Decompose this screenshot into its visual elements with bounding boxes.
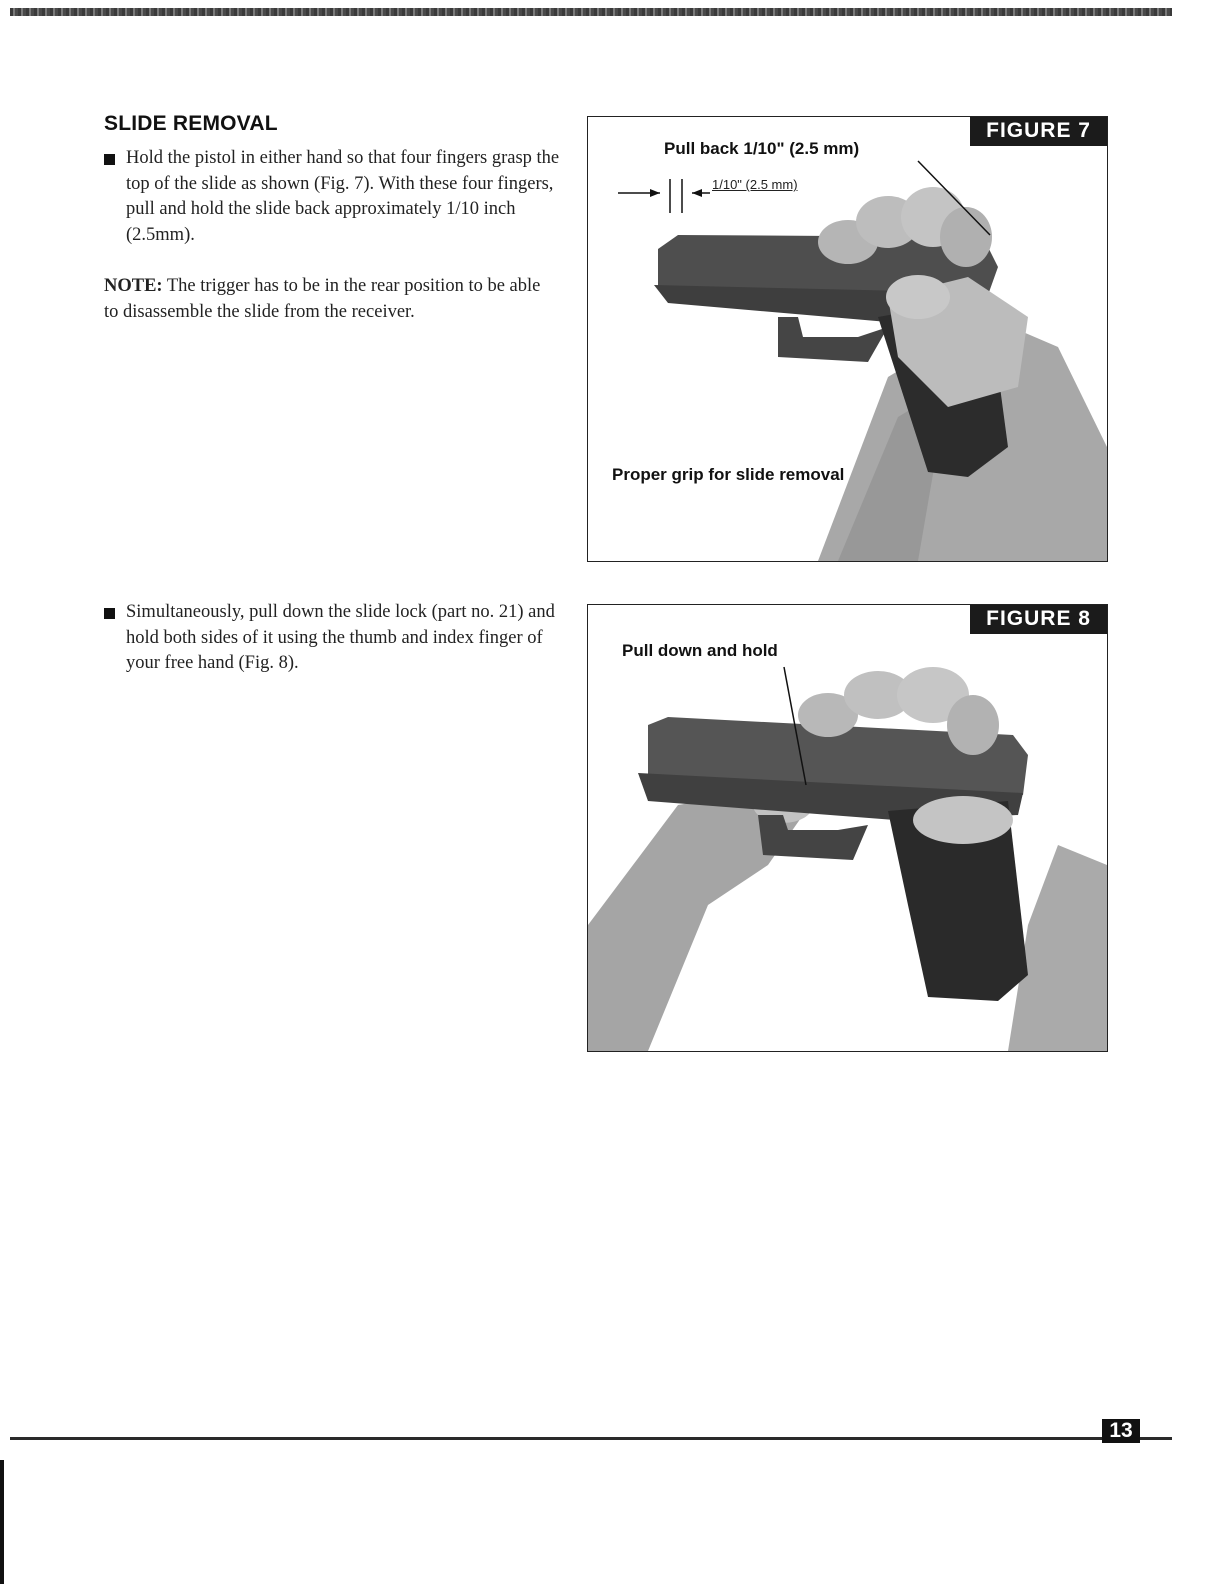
bottom-rule-end bbox=[1140, 1437, 1172, 1440]
figure-8-callout: Pull down and hold bbox=[622, 641, 778, 660]
figure-8-tag: FIGURE 8 bbox=[970, 604, 1107, 634]
step-2-paragraph bbox=[104, 600, 566, 677]
note-paragraph bbox=[104, 274, 544, 325]
section-heading: SLIDE REMOVAL bbox=[104, 112, 278, 135]
figure-7-measure-label: 1/10" (2.5 mm) bbox=[712, 177, 798, 192]
figure-7-caption: Proper grip for slide removal bbox=[612, 465, 845, 484]
step-2-text: Simultaneously, pull down the slide lock (part no. 21) and hold both sides of it using the thumb and index finger of your free hand (Fig. 8). bbox=[126, 602, 555, 673]
note-label: NOTE: bbox=[104, 276, 163, 296]
figure-7-photo bbox=[588, 117, 1107, 561]
figure-8-photo bbox=[588, 605, 1107, 1051]
figure-7-callout: Pull back 1/10" (2.5 mm) bbox=[664, 139, 860, 158]
bottom-rule bbox=[10, 1437, 1102, 1440]
bullet-square-icon bbox=[104, 154, 115, 165]
figure-8 bbox=[587, 604, 1108, 1052]
page-number: 13 bbox=[1102, 1419, 1140, 1443]
bullet-square-icon bbox=[104, 608, 115, 619]
step-1-paragraph bbox=[104, 146, 566, 248]
page-edge-mark bbox=[0, 1460, 4, 1584]
note-text: The trigger has to be in the rear position to be able to disassemble the slide from the receiver. bbox=[104, 276, 541, 322]
top-rule bbox=[10, 8, 1172, 16]
step-1-text: Hold the pistol in either hand so that four fingers grasp the top of the slide as shown (Fig. 7). With these four fingers, pull and hold the slide back approximately 1/10 inch (2.5mm). bbox=[126, 148, 560, 245]
figure-7 bbox=[587, 116, 1108, 562]
figure-7-tag: FIGURE 7 bbox=[970, 116, 1107, 146]
